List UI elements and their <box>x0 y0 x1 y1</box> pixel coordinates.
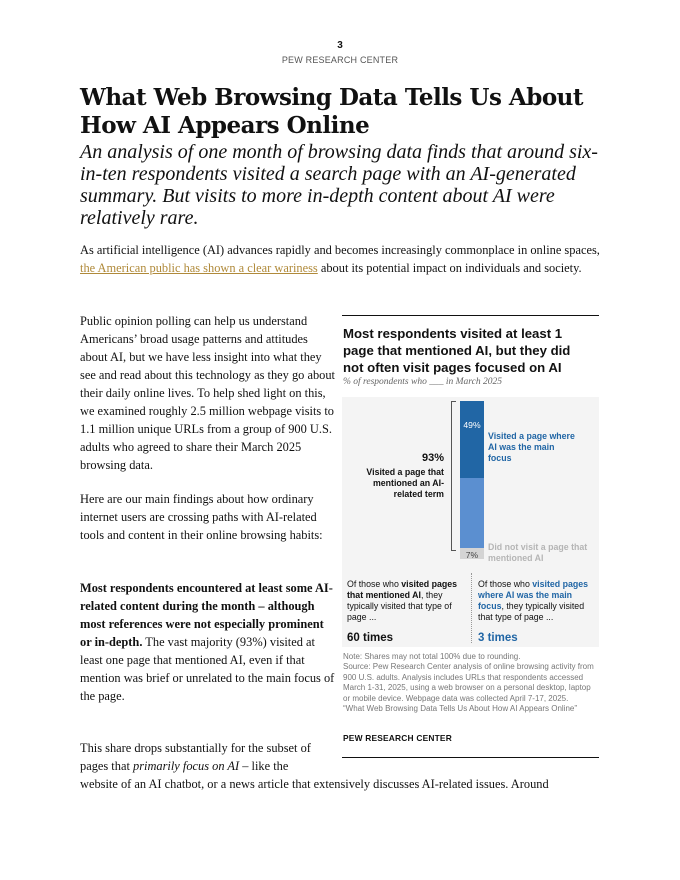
total-caption: Visited a page that mentioned an AI-related term <box>366 467 444 499</box>
report-subtitle: An analysis of one month of browsing data finds that around six-in-ten respondents visited a search page with an AI-generated summary. But visits to more in-depth content about AI were relatively rare. <box>80 141 598 229</box>
primarily-focus-emphasis: primarily focus on AI <box>133 759 240 773</box>
ai-focus-series-label: Visited a page where AI was the main focus <box>488 431 575 463</box>
share-drops-text-2: – like the <box>239 759 289 773</box>
paragraph-share-drops <box>80 739 335 775</box>
bar-segment-ai-focus <box>460 401 484 478</box>
intro-paragraph <box>80 241 602 277</box>
paragraph-polling: Public opinion polling can help us understand Americans’ broad usage patterns and attitudes about AI, but we have less insight into what they see and read about this technology as they go about their daily online lives. To help shed light on this, we examined roughly 2.5 million webpage visits to 1.1 million unique URLs from a group of 900 U.S. adults who agreed to share their March 2025 browsing data. <box>80 314 335 472</box>
stat-box-mentioned <box>347 579 465 644</box>
chart-notes <box>343 652 595 714</box>
stat-box-focus <box>478 579 596 644</box>
stat-mentioned-value: 60 times <box>347 632 394 644</box>
no-ai-series-label: Did not visit a page that mentioned AI <box>488 542 588 563</box>
paragraph-finding-1 <box>80 579 335 705</box>
chart-source: Source: Pew Research Center analysis of online browsing activity from 900 U.S. adults. Analysis includes URLs that respondents accessed March 1-31, 2025, using a web browser on a personal desktop, laptop or mobile device. Webpage data was collected April 7-17, 2025. <box>343 662 594 703</box>
intro-text-before: As artificial intelligence (AI) advances rapidly and becomes increasingly commonplace in online spaces, <box>80 243 600 257</box>
stats-divider <box>471 573 472 643</box>
total-percent-label: 93% <box>421 452 444 464</box>
chart-subtitle: % of respondents who ___ in March 2025 <box>343 377 502 387</box>
finding-1-heading: Most respondents encountered at least some AI-related content during the month – although most references were not especially prominent or in-depth. <box>80 581 333 649</box>
bar-segment-ai-mention-only <box>460 478 484 548</box>
page-number: 3 <box>337 40 343 51</box>
chart-plot-area <box>342 397 599 647</box>
stat-focus-bold: visited pages where AI was the main focus <box>478 579 589 611</box>
ai-visits-chart <box>342 315 599 758</box>
chart-report-title: “What Web Browsing Data Tells Us About How AI Appears Online” <box>343 704 578 714</box>
paragraph-main-findings: Here are our main findings about how ordinary internet users are crossing paths with AI-related tools and content in their online browsing habits: <box>80 492 323 542</box>
total-bracket <box>451 401 456 551</box>
stat-focus-text <box>478 579 596 623</box>
finding-1-body: The vast majority (93%) visited at least one page that mentioned AI, even if that mention was brief or unrelated to the main focus of the page. <box>80 635 335 703</box>
chart-title: Most respondents visited at least 1 page that mentioned AI, but they did not often visit pages focused on AI <box>343 326 571 375</box>
stat-mentioned-bold: visited pages that mentioned AI <box>347 579 458 600</box>
page-header-org: PEW RESEARCH CENTER <box>281 55 399 65</box>
stat-mentioned-pre: Of those who <box>347 579 402 589</box>
report-title: What Web Browsing Data Tells Us About How AI Appears Online <box>80 84 584 139</box>
paragraph-continued: website of an AI chatbot, or a news article that extensively discusses AI-related issues. Around <box>80 777 549 791</box>
ai-focus-value-label: 49% <box>463 420 481 430</box>
intro-text-after: about its potential impact on individuals and society. <box>317 261 582 275</box>
chart-org: PEW RESEARCH CENTER <box>343 733 452 743</box>
wariness-link[interactable]: the American public has shown a clear wariness <box>80 261 318 275</box>
stat-focus-value: 3 times <box>478 632 518 644</box>
share-drops-text: This share drops substantially for the subset of pages that <box>80 741 311 773</box>
stat-mentioned-post: , they typically visited that type of page ... <box>347 590 452 622</box>
stat-focus-post: , they typically visited that type of page ... <box>478 601 585 622</box>
chart-note: Note: Shares may not total 100% due to rounding. <box>343 652 521 661</box>
stat-mentioned-text <box>347 579 465 623</box>
no-ai-value-label: 7% <box>465 550 479 560</box>
stat-focus-pre: Of those who <box>478 579 533 589</box>
